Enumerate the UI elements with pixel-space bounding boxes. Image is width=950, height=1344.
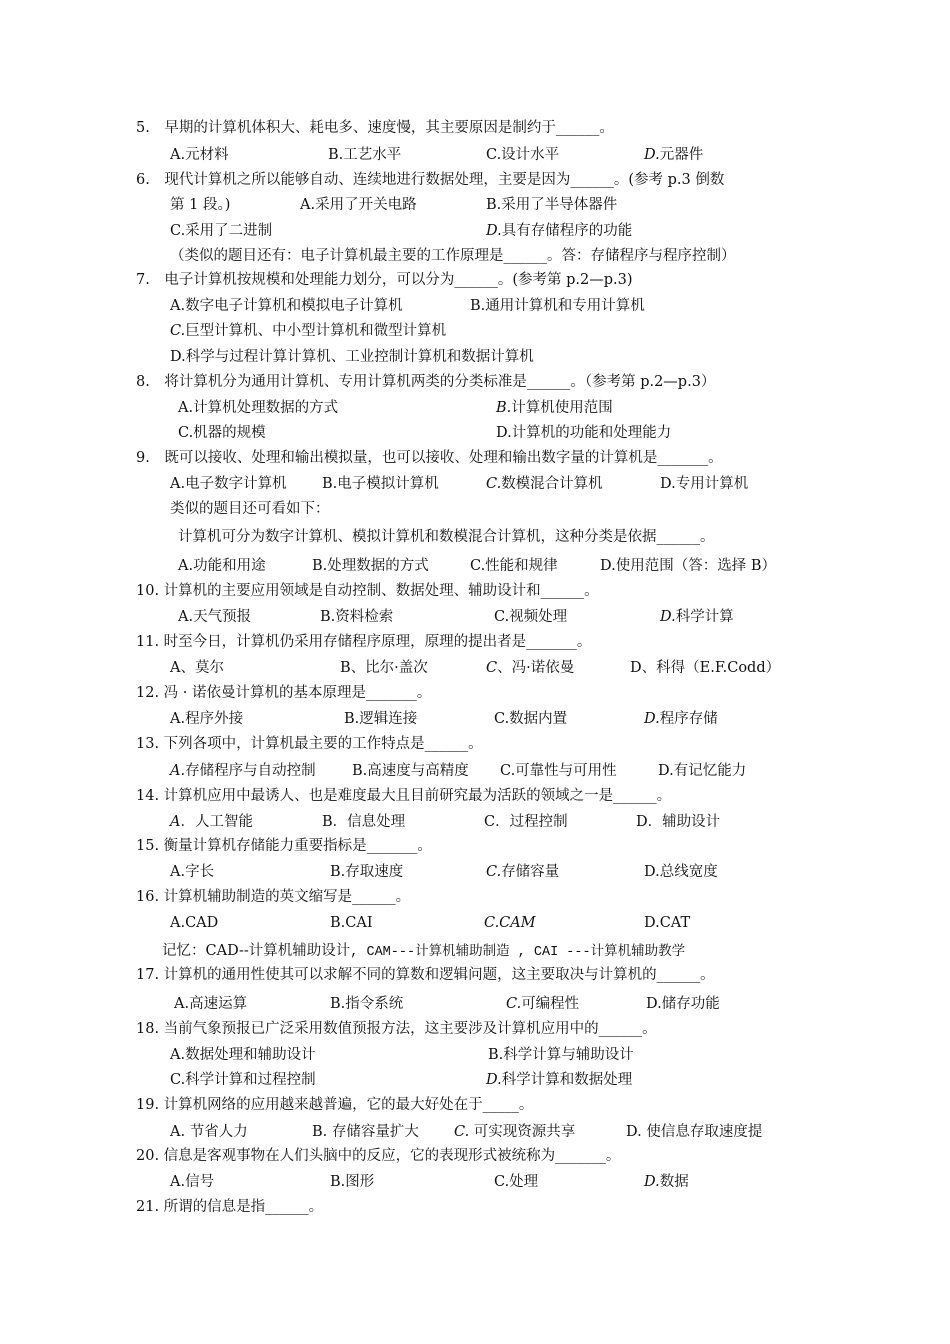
option-10c: C.视频处理	[494, 609, 568, 625]
option-text: 程序存储	[659, 711, 718, 727]
question-17: 17. 计算机的通用性使其可以求解不同的算数和逻辑问题，这主要取决与计算机的______。	[136, 967, 715, 983]
answer-letter: D.	[486, 223, 502, 239]
option-16c: C.CAM	[484, 915, 536, 931]
option-13c: C.可靠性与可用性	[500, 763, 617, 779]
option-18a: A.数据处理和辅助设计	[170, 1047, 316, 1063]
option-13b: B.高速度与高精度	[352, 763, 469, 779]
option-8d: D.计算机的功能和处理能力	[496, 425, 672, 441]
option-17a: A.高速运算	[174, 996, 248, 1012]
option-20d	[644, 1172, 689, 1192]
option-19b: B. 存储容量扩大	[312, 1124, 419, 1140]
option-text: 科学计算	[675, 609, 734, 625]
option-7b: B.通用计算机和专用计算机	[470, 298, 645, 314]
option-18c: C.科学计算和过程控制	[170, 1072, 316, 1088]
answer-letter: C.	[486, 476, 502, 492]
option-14c: C．过程控制	[484, 814, 568, 830]
answer-letter: B.	[496, 400, 512, 416]
question-6-continued: 第 1 段。)	[170, 197, 231, 213]
option-7c	[170, 321, 446, 341]
question-16: 16. 计算机辅助制造的英文缩写是______。	[136, 889, 411, 905]
option-10a: A.天气预报	[178, 609, 252, 625]
option-7d: D.科学与过程计算计算机、工业控制计算机和数据计算机	[170, 349, 534, 365]
option-19d: D. 使信息存取速度提	[626, 1124, 763, 1140]
option-12b: B.逻辑连接	[344, 711, 418, 727]
answer-letter: C.	[486, 864, 502, 880]
question-8: 8. 将计算机分为通用计算机、专用计算机两类的分类标准是______。（参考第 p.2—p.3）	[136, 374, 716, 390]
option-5b: B.工艺水平	[328, 147, 402, 163]
question-12: 12. 冯 · 诺依曼计算机的基本原理是_______。	[136, 685, 432, 701]
option-16d: D.CAT	[644, 915, 691, 931]
option-8b	[496, 398, 613, 418]
option-10d	[660, 607, 734, 627]
sub-option-9a: A.功能和用途	[178, 558, 266, 574]
option-10b: B.资料检索	[320, 609, 394, 625]
option-15a: A.字长	[170, 864, 215, 880]
question-5: 5. 早期的计算机体积大、耗电多、速度慢，其主要原因是制约于______。	[136, 120, 614, 136]
option-text: 数据	[659, 1174, 689, 1190]
note-6: （类似的题目还有：电子计算机最主要的工作原理是______。答：存储程序与程序控制）	[170, 248, 736, 264]
option-16a: A.CAD	[170, 915, 219, 931]
option-17d: D.储存功能	[646, 996, 720, 1012]
question-21: 21. 所谓的信息是指______。	[136, 1199, 324, 1215]
option-6b: B.采用了半导体器件	[486, 197, 618, 213]
option-9a: A.电子数字计算机	[170, 476, 287, 492]
option-14d: D．辅助设计	[636, 814, 721, 830]
memo-16	[162, 941, 685, 963]
option-text: 元器件	[659, 147, 704, 163]
question-19: 19. 计算机网络的应用越来越普遍，它的最大好处在于_____。	[136, 1097, 534, 1113]
option-text: 存储程序与自动控制	[185, 763, 316, 779]
option-text: ．人工智能	[180, 814, 253, 830]
question-14: 14. 计算机应用中最诱人、也是难度最大且目前研究最为活跃的领域之一是______。	[136, 788, 672, 804]
option-9d: D.专用计算机	[660, 476, 749, 492]
answer-letter: A.	[170, 763, 186, 779]
option-14b: B．信息处理	[322, 814, 406, 830]
question-11: 11. 时至今日，计算机仍采用存储程序原理，原理的提出者是_______。	[136, 634, 592, 650]
option-12d	[644, 709, 718, 729]
option-5c: C.设计水平	[486, 147, 560, 163]
option-17c	[506, 994, 579, 1014]
answer-letter: D.	[644, 147, 660, 163]
memo-text-mono: , CAM---计算机辅助制造 , CAI ---计算机辅助教学	[350, 945, 686, 960]
answer-letter: A	[170, 814, 181, 830]
option-11d: D、科得（E.F.Codd）	[630, 660, 781, 676]
option-5d	[644, 145, 703, 165]
option-text: 计算机使用范围	[511, 400, 613, 416]
option-text: 可编程性	[521, 996, 580, 1012]
answer-letter: D.	[644, 1174, 660, 1190]
answer-letter: C.	[170, 323, 186, 339]
option-15c	[486, 862, 559, 882]
question-15: 15. 衡量计算机存储能力重要指标是_______。	[136, 838, 432, 854]
answer-letter: C	[486, 660, 498, 676]
memo-text: 记忆：CAD--计算机辅助设计	[162, 943, 351, 959]
option-19a: A. 节省人力	[170, 1124, 248, 1140]
option-13a	[170, 761, 316, 781]
answer-letter: D.	[644, 711, 660, 727]
option-12a: A.程序外接	[170, 711, 244, 727]
option-6d	[486, 221, 632, 241]
sub-option-9c: C.性能和规律	[470, 558, 558, 574]
option-11a: A、莫尔	[170, 660, 224, 676]
question-20: 20. 信息是客观事物在人们头脑中的反应，它的表现形式被统称为_______。	[136, 1148, 621, 1164]
option-5a: A.元材料	[170, 147, 229, 163]
question-9: 9. 既可以接收、处理和输出模拟量，也可以接收、处理和输出数字量的计算机是_______。	[136, 450, 723, 466]
option-12c: C.数据内置	[494, 711, 568, 727]
option-18b: B.科学计算与辅助设计	[488, 1047, 634, 1063]
answer-letter: D.	[660, 609, 676, 625]
sub-option-9d: D.使用范围（答：选择 B）	[600, 558, 776, 574]
option-text: 、冯·诺依曼	[497, 660, 575, 676]
option-16b: B.CAI	[330, 915, 373, 931]
answer-letter: C.	[454, 1124, 470, 1140]
answer-letter: D.	[486, 1072, 502, 1088]
option-11c	[486, 658, 574, 678]
option-20b: B.图形	[330, 1174, 375, 1190]
answer-letter: C.	[506, 996, 522, 1012]
question-13: 13. 下列各项中，计算机最主要的工作特点是______。	[136, 736, 483, 752]
question-6: 6. 现代计算机之所以能够自动、连续地进行数据处理，主要是因为______。(参考 p.3 倒数	[136, 172, 725, 188]
option-20a: A.信号	[170, 1174, 215, 1190]
option-text: 科学计算和数据处理	[501, 1072, 633, 1088]
note-9: 类似的题目还可看如下：	[170, 501, 330, 517]
option-19c	[454, 1122, 575, 1142]
option-8a: A.计算机处理数据的方式	[178, 400, 339, 416]
option-text: 数模混合计算机	[501, 476, 603, 492]
option-18d	[486, 1070, 632, 1090]
option-20c: C.处理	[494, 1174, 539, 1190]
option-7a: A.数字电子计算机和模拟电子计算机	[170, 298, 403, 314]
sub-question-9: 计算机可分为数字计算机、模拟计算机和数模混合计算机，这种分类是依据______。	[178, 529, 715, 545]
option-9c	[486, 474, 603, 494]
option-text: 巨型计算机、中小型计算机和微型计算机	[185, 323, 447, 339]
option-17b: B.指令系统	[330, 996, 404, 1012]
option-6a: A.采用了开关电路	[300, 197, 417, 213]
option-text: 存储容量	[501, 864, 560, 880]
option-text: 可实现资源共享	[469, 1124, 576, 1140]
option-9b: B.电子模拟计算机	[322, 476, 439, 492]
option-6c: C.采用了二进制	[170, 223, 273, 239]
question-10: 10. 计算机的主要应用领域是自动控制、数据处理、辅助设计和______。	[136, 583, 599, 599]
question-18: 18. 当前气象预报已广泛采用数值预报方法，这主要涉及计算机应用中的______。	[136, 1021, 657, 1037]
option-11b: B、比尔·盖次	[340, 660, 428, 676]
question-7: 7. 电子计算机按规模和处理能力划分，可以分为______。(参考第 p.2—p.3)	[136, 272, 633, 288]
option-13d: D.有记忆能力	[658, 763, 747, 779]
option-8c: C.机器的规模	[178, 425, 266, 441]
option-15d: D.总线宽度	[644, 864, 718, 880]
option-text: 具有存储程序的功能	[501, 223, 633, 239]
sub-option-9b: B.处理数据的方式	[312, 558, 429, 574]
option-15b: B.存取速度	[330, 864, 404, 880]
option-14a	[170, 812, 253, 832]
